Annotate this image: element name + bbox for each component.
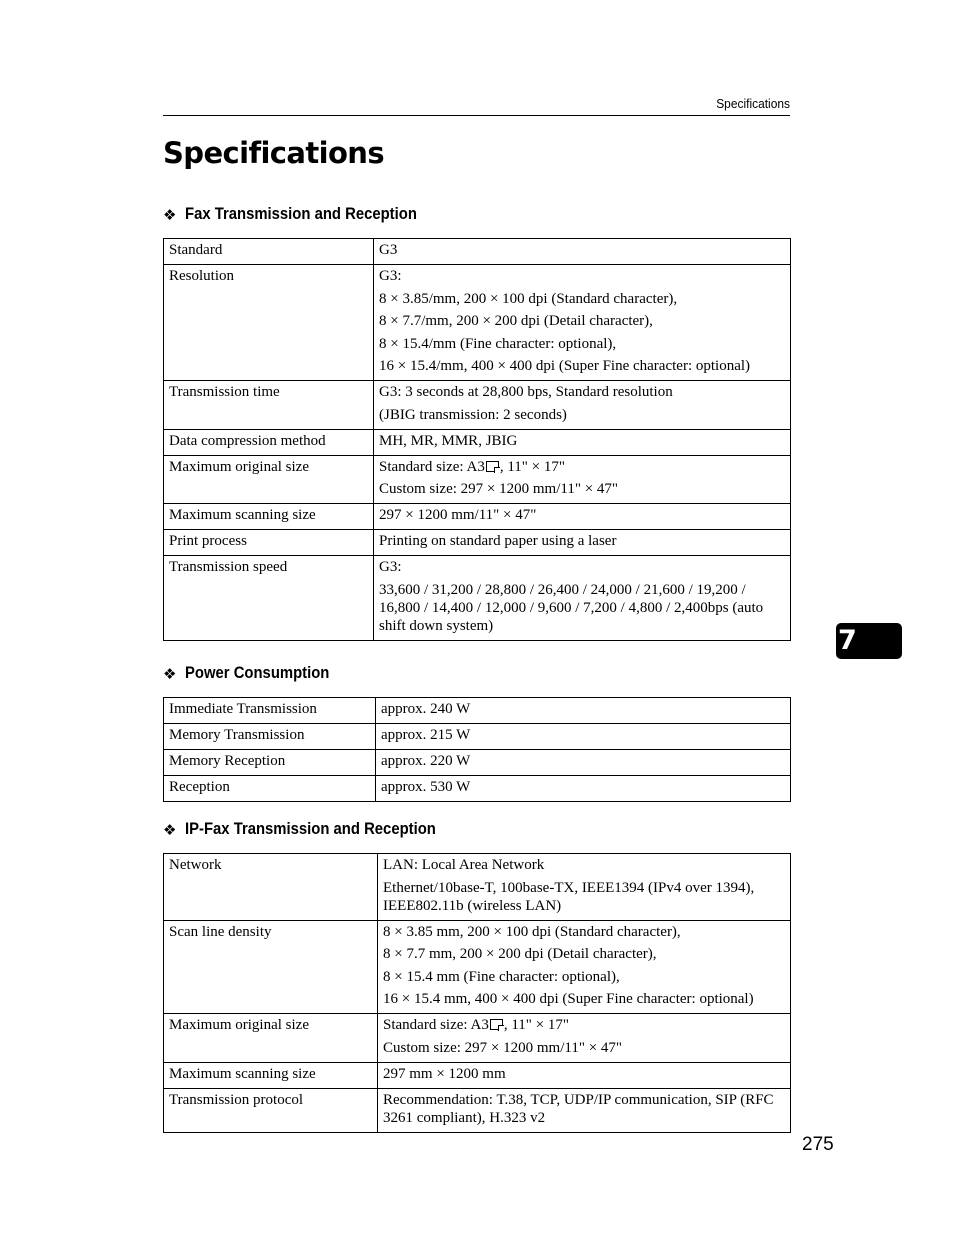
spec-value-line: Printing on standard paper using a laser <box>379 533 617 549</box>
table-row <box>164 920 791 1014</box>
spec-value-line: LAN: Local Area Network <box>383 857 545 873</box>
spec-value <box>378 1014 791 1063</box>
fax-spec-table <box>163 238 791 641</box>
spec-value-line: approx. 215 W <box>381 727 471 743</box>
spec-value <box>374 504 791 530</box>
spec-value <box>376 724 791 750</box>
section-heading-power <box>163 664 345 683</box>
spec-value-line: Custom size: 297 × 1200 mm/11" × 47" <box>379 481 619 497</box>
spec-value <box>378 920 791 1014</box>
spec-label: Maximum original size <box>164 1014 378 1063</box>
spec-label: Immediate Transmission <box>164 698 376 724</box>
paper-orientation-icon <box>490 1019 503 1030</box>
spec-value-line: Ethernet/10base-T, 100base-TX, IEEE1394 (IPv4 over 1394), IEEE802.11b (wireless LAN) <box>383 879 755 914</box>
spec-value-line: 8 × 15.4/mm (Fine character: optional), <box>379 335 617 352</box>
spec-value <box>376 776 791 802</box>
spec-value-line: G3: <box>379 559 402 575</box>
spec-value-line: approx. 220 W <box>381 753 471 769</box>
diamond-bullet-icon: ❖ <box>163 664 177 683</box>
spec-value-line: G3: 3 seconds at 28,800 bps, Standard resolution <box>379 384 673 400</box>
section-heading-fax <box>163 205 443 224</box>
ipfax-spec-table <box>163 853 791 1133</box>
table-row <box>164 1088 791 1132</box>
page-title: Specifications <box>163 136 384 170</box>
spec-label: Reception <box>164 776 376 802</box>
spec-label: Maximum scanning size <box>164 1062 378 1088</box>
table-row <box>164 239 791 265</box>
table-row <box>164 854 791 921</box>
spec-value <box>374 429 791 455</box>
table-row <box>164 556 791 641</box>
table-row <box>164 530 791 556</box>
spec-value-line: 16 × 15.4/mm, 400 × 400 dpi (Super Fine character: optional) <box>379 358 751 374</box>
diamond-bullet-icon: ❖ <box>163 205 177 224</box>
spec-value <box>376 750 791 776</box>
table-row <box>164 724 791 750</box>
spec-value <box>374 239 791 265</box>
spec-value-line: approx. 530 W <box>381 779 471 795</box>
spec-value-line <box>383 1016 785 1034</box>
spec-value <box>374 530 791 556</box>
table-row <box>164 750 791 776</box>
spec-value-line: G3: <box>379 268 402 284</box>
spec-value-line: 8 × 15.4 mm (Fine character: optional), <box>383 968 620 985</box>
spec-label: Print process <box>164 530 374 556</box>
spec-value-line: MH, MR, MMR, JBIG <box>379 432 518 449</box>
spec-label: Scan line density <box>164 920 378 1014</box>
spec-value <box>374 556 791 641</box>
table-row <box>164 698 791 724</box>
spec-value-line: Custom size: 297 × 1200 mm/11" × 47" <box>383 1039 623 1056</box>
spec-value <box>378 854 791 921</box>
spec-value <box>378 1062 791 1088</box>
spec-value-line: 8 × 7.7/mm, 200 × 200 dpi (Detail character), <box>379 313 653 329</box>
spec-label: Resolution <box>164 265 374 381</box>
spec-label: Transmission time <box>164 381 374 430</box>
header-rule <box>163 115 790 116</box>
spec-value-line: 297 mm × 1200 mm <box>383 1065 506 1082</box>
table-row <box>164 504 791 530</box>
spec-value-line: Recommendation: T.38, TCP, UDP/IP communication, SIP (RFC 3261 compliant), H.323 v2 <box>383 1091 774 1126</box>
table-row <box>164 455 791 504</box>
table-row <box>164 265 791 381</box>
spec-value-line: 8 × 3.85 mm, 200 × 100 dpi (Standard character), <box>383 923 681 940</box>
running-head: Specifications <box>716 96 790 111</box>
spec-label: Data compression method <box>164 429 374 455</box>
spec-value-text: , 11" × 17" <box>503 1017 569 1033</box>
table-row <box>164 429 791 455</box>
spec-value-line: 8 × 3.85/mm, 200 × 100 dpi (Standard character), <box>379 290 678 307</box>
spec-value-text: , 11" × 17" <box>499 458 565 475</box>
spec-label: Memory Transmission <box>164 724 376 750</box>
spec-value-line: 33,600 / 31,200 / 28,800 / 26,400 / 24,000 / 21,600 / 19,200 / 16,800 / 14,400 / 12,000 / 9,600 / 7,200 / 4,800 / 2,400bps (auto shift down system) <box>379 581 764 634</box>
section-heading-text: Power Consumption <box>185 664 330 682</box>
spec-value-text: Standard size: A3 <box>379 458 485 475</box>
spec-label: Transmission speed <box>164 556 374 641</box>
table-row <box>164 1062 791 1088</box>
spec-value-line: 8 × 7.7 mm, 200 × 200 dpi (Detail character), <box>383 946 657 962</box>
section-heading-ipfax <box>163 820 464 839</box>
spec-value-line: G3 <box>379 242 398 258</box>
spec-value-line: approx. 240 W <box>381 701 471 717</box>
spec-value-line: (JBIG transmission: 2 seconds) <box>379 406 567 423</box>
diamond-bullet-icon: ❖ <box>163 820 177 839</box>
spec-value-text: Standard size: A3 <box>383 1017 489 1033</box>
page-number: 275 <box>802 1134 834 1155</box>
paper-orientation-icon <box>486 461 499 472</box>
spec-label: Maximum original size <box>164 455 374 504</box>
table-row <box>164 381 791 430</box>
spec-value-line: 297 × 1200 mm/11" × 47" <box>379 507 537 523</box>
table-row <box>164 1014 791 1063</box>
spec-label: Transmission protocol <box>164 1088 378 1132</box>
spec-value-line: 16 × 15.4 mm, 400 × 400 dpi (Super Fine character: optional) <box>383 991 754 1007</box>
spec-label: Maximum scanning size <box>164 504 374 530</box>
section-heading-text: Fax Transmission and Reception <box>185 205 417 223</box>
chapter-tab: 7 <box>836 623 902 659</box>
spec-value <box>374 455 791 504</box>
spec-value-line <box>379 458 785 476</box>
spec-value <box>374 381 791 430</box>
spec-label: Standard <box>164 239 374 265</box>
table-row <box>164 776 791 802</box>
spec-value <box>378 1088 791 1132</box>
spec-value <box>376 698 791 724</box>
spec-label: Memory Reception <box>164 750 376 776</box>
section-heading-text: IP-Fax Transmission and Reception <box>185 820 436 838</box>
power-spec-table <box>163 697 791 802</box>
spec-label: Network <box>164 854 378 921</box>
spec-value <box>374 265 791 381</box>
